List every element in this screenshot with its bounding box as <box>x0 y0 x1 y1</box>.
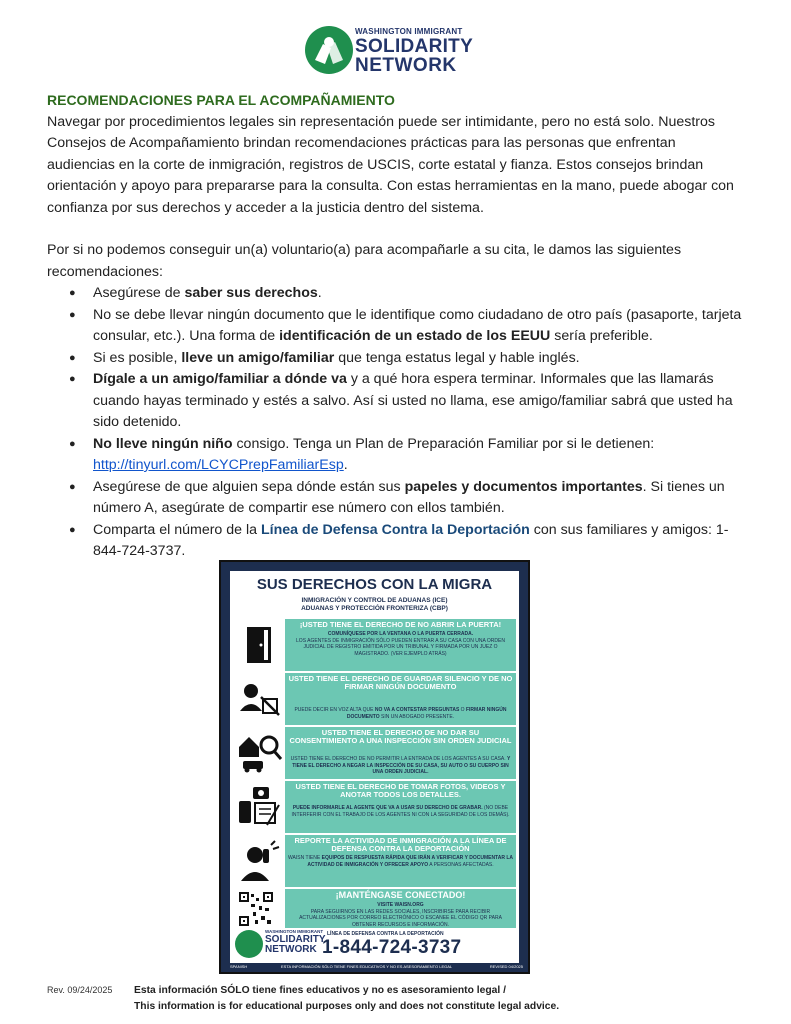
recommendations-list <box>47 283 747 563</box>
logo-line-3: NETWORK <box>355 55 457 76</box>
phone-call-icon <box>233 835 285 887</box>
list-item: ● Asegúrese de saber sus derechos. <box>93 283 747 305</box>
right-band-search: USTED TIENE EL DERECHO DE NO DAR SU CONSENTIMIENTO A UNA INSPECCIÓN SIN ORDEN JUDICIAL USTED TIENE EL DERECHO DE NO PERMITIR LA ENTRADA DE LOS AGENTES A SU CASA. Y TIENE EL DERECHO A NEGAR LA INSPECCIÓN DE SU CASA, SU AUTO O SU CUERPO SIN UNA ORDEN JUDICIAL. <box>233 727 516 779</box>
hotline-number: 1-844-724-3737 <box>322 937 462 958</box>
list-item: ● Comparta el número de la Línea de Defensa Contra la Deportación con sus familiares y amigos: 1-844-724-3737. <box>93 520 747 563</box>
rights-poster <box>219 560 530 974</box>
qr-code-icon <box>233 889 285 928</box>
poster-logo: WASHINGTON IMMIGRANT SOLIDARITY NETWORK <box>235 930 315 960</box>
poster-title: SUS DERECHOS CON LA MIGRA <box>256 576 493 593</box>
revision-date: Rev. 09/24/2025 <box>47 985 113 995</box>
camera-phone-note-icon <box>233 781 285 833</box>
intro-paragraph: Navegar por procedimientos legales sin representación puede ser intimidante, pero no está solo. Nuestros Consejos de Acompañamiento brindan recomendaciones prácticas para las personas que enfrentan audiencias en la corte de inmigración, registros de USCIS, corte estatal y fianza. Estos consejos brindan orientación y apoyo para prepararse para la consulta. Con estas herramientas en la mano, puede abogar con confianza por sus derechos y acceder a la justicia dentro del sistema. <box>47 113 734 216</box>
handshake-icon <box>305 26 353 74</box>
logo-wordmark <box>355 28 473 75</box>
list-item: ● Si es posible, lleve un amigo/familiar que tenga estatus legal y hable inglés. <box>93 348 747 370</box>
lead-paragraph: Por si no podemos conseguir un(a) voluntario(a) para acompañarle a su cita, le damos las siguientes recomendaciones: <box>47 242 682 280</box>
hotline-label: LÍNEA DE DEFENSA CONTRA LA DEPORTACIÓN <box>327 931 444 937</box>
logo-line-1: WASHINGTON IMMIGRANT <box>355 27 463 36</box>
no-sign-icon <box>233 673 285 725</box>
house-car-search-icon <box>233 727 285 779</box>
right-band-door: ¡USTED TIENE EL DERECHO DE NO ABRIR LA PUERTA! COMUNÍQUESE POR LA VENTANA O LA PUERTA CERRADA. LOS AGENTES DE INMIGRACIÓN SÓLO PUEDEN ENTRAR A SU CASA CON UNA ORDEN JUDICIAL DE REGISTRO EMITIDA POR UN TRIBUNAL Y FIRMADA POR UN JUEZ O MAGISTRADO. (VER EJEMPLO ATRÁS) <box>233 619 516 671</box>
waisn-logo <box>305 26 474 76</box>
disclaimer: Esta información SÓLO tiene fines educativos y no es asesoramiento legal / This information is for educational purposes only and does not constitute legal advice. <box>134 985 560 1012</box>
right-band-silence: USTED TIENE EL DERECHO DE GUARDAR SILENCIO Y DE NO FIRMAR NINGÚN DOCUMENTO PUEDE DECIR EN VOZ ALTA QUE NO VA A CONTESTAR PREGUNTAS O FIRMAR NINGÚN DOCUMENTO SIN UN ABOGADO PRESENTE. <box>233 673 516 725</box>
poster-subtitle: INMIGRACIÓN Y CONTROL DE ADUANAS (ICE) ADUANAS Y PROTECCIÓN FRONTERIZA (CBP) <box>301 597 448 612</box>
family-plan-link[interactable]: http://tinyurl.com/LCYCPrepFamiliarEsp <box>93 457 344 473</box>
right-band-report: REPORTE LA ACTIVIDAD DE INMIGRACIÓN A LA LÍNEA DE DEFENSA CONTRA LA DEPORTACIÓN WAISN TIENE EQUIPOS DE RESPUESTA RÁPIDA QUE IRÁN A VERIFICAR Y DOCUMENTAR LA ACTIVIDAD DE INMIGRACIÓN Y OFRECER APOYO A PERSONAS AFECTADAS. <box>233 835 516 887</box>
poster-panel <box>230 571 519 963</box>
right-band-record: USTED TIENE EL DERECHO DE TOMAR FOTOS, VIDEOS Y ANOTAR TODOS LOS DETALLES. PUEDE INFORMARLE AL AGENTE QUE VA A USAR SU DERECHO DE GRABAR. (NO DEBE INTERFERIR CON EL TRABAJO DE LOS AGENTES NI CON LA SEGURIDAD DE LOS DEMÁS). <box>233 781 516 833</box>
door-icon <box>233 619 285 671</box>
list-item: ● Asegúrese de que alguien sepa dónde están sus papeles y documentos importantes. Si tienes un número A, asegúrate de compartir ese número con ellos también. <box>93 477 747 520</box>
logo-line-2: SOLIDARITY <box>355 36 474 57</box>
handshake-icon <box>235 930 263 958</box>
list-item: ● Dígale a un amigo/familiar a dónde va y a qué hora espera terminar. Informales que las llamarás cuando hayas terminado y estés a salvo. Así si usted no llama, ese amigo/familiar sabrá que usted ha sido detenido. <box>93 369 747 434</box>
right-band-connect: ¡MANTÉNGASE CONECTADO! VISITE WAISN.ORG PARA SEGUIRNOS EN LAS REDES SOCIALES, INSCRIBIRSE PARA RECIBIR ACTUALIZACIONES POR CORREO ELECTRÓNICO O ESCANEE EL CÓDIGO QR PARA OBTENER RECURSOS E INFORMACIÓN. <box>233 889 516 928</box>
poster-footer-bar: SPANISH ESTA INFORMACIÓN SÓLO TIENE FINES EDUCATIVOS Y NO ES ASESORAMIENTO LEGAL REVISED 04/2025 <box>230 964 523 969</box>
document-body <box>47 90 747 563</box>
list-item: ● No lleve ningún niño consigo. Tenga un Plan de Preparación Familiar por si le detienen: http://tinyurl.com/LCYCPrepFamiliarEsp. <box>93 434 747 477</box>
list-item: ● No se debe llevar ningún documento que le identifique como ciudadano de otro país (pasaporte, tarjeta consular, etc.). Una forma de identificación de un estado de los EEUU sería preferible. <box>93 305 747 348</box>
page-heading: RECOMENDACIONES PARA EL ACOMPAÑAMIENTO <box>47 92 395 108</box>
